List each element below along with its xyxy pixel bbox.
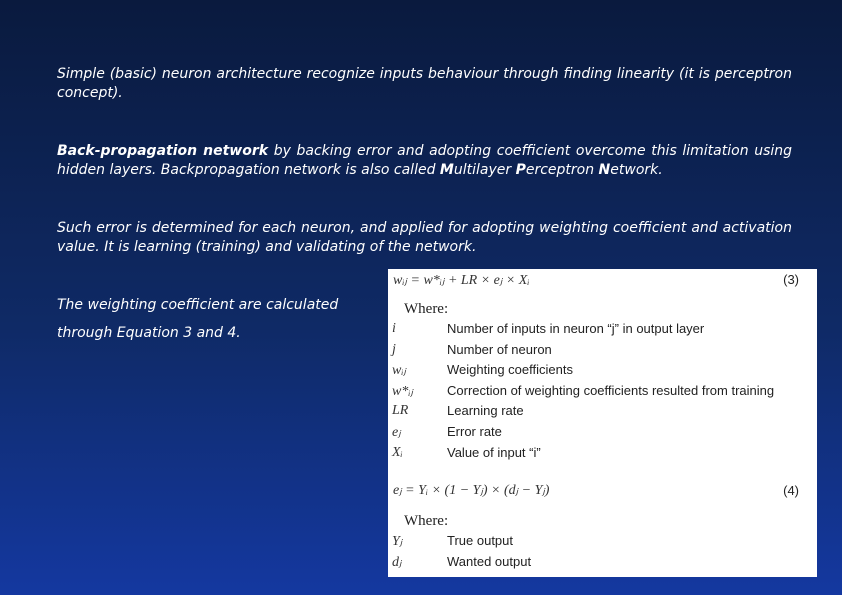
variable-description: Error rate (447, 424, 502, 439)
variable-row (388, 362, 817, 382)
variable-symbol: Xᵢ (392, 444, 403, 460)
variable-description: Wanted output (447, 553, 532, 569)
variable-row (388, 321, 817, 341)
variable-description: Number of neuron (447, 341, 552, 357)
variable-row (388, 424, 817, 444)
variable-description: True output (447, 533, 514, 548)
mlp-etwork: etwork. (610, 162, 663, 178)
variable-description: Number of inputs in neuron “j” in output layer (447, 321, 705, 336)
paragraph-equations-ref: through Equation 3 and 4. (57, 325, 241, 341)
backprop-bold-term: Back-propagation network (57, 143, 269, 159)
where-label-2: Where: (404, 513, 449, 529)
variable-symbol: Yⱼ (392, 534, 403, 549)
mlp-n: N (598, 162, 611, 178)
variable-symbol: w*ᵢⱼ (392, 383, 413, 399)
equation-4: eⱼ = Yᵢ × (1 − Yⱼ) × (dⱼ − Yⱼ) (393, 483, 550, 498)
variable-symbol: LR (392, 403, 409, 419)
paragraph-perceptron: Simple (basic) neuron architecture recognize inputs behaviour through finding linearity (it is perceptron concept). (57, 66, 792, 101)
mlp-ultilayer: ultilayer (453, 162, 516, 178)
backprop-text: by backing error and adopting coefficient overcome this limitation using hidden layers. Backpropagation network is also called (57, 143, 793, 178)
variable-row (388, 554, 817, 574)
variable-symbol: wᵢⱼ (392, 363, 406, 379)
equation-3: wᵢⱼ = w*ᵢⱼ + LR × eⱼ × Xᵢ (393, 273, 530, 288)
variable-row (388, 533, 817, 553)
paragraph-weighting: The weighting coefficient are calculated (57, 297, 339, 313)
variable-description: Learning rate (447, 403, 524, 419)
variable-row (388, 342, 817, 362)
variable-symbol: eⱼ (392, 425, 401, 440)
variable-description: Weighting coefficients (447, 362, 573, 378)
mlp-erceptron: erceptron (525, 162, 599, 178)
where-label-1: Where: (404, 301, 449, 317)
variable-description: Correction of weighting coefficients resulted from training (447, 382, 775, 398)
variable-symbol: i (392, 321, 396, 336)
mlp-p: P (515, 162, 526, 178)
paragraph-backpropagation (57, 142, 792, 180)
paragraph-error: Such error is determined for each neuron, and applied for adopting weighting coefficient and activation value. It is learning (training) and validating of the network. (57, 220, 792, 255)
variable-row (388, 445, 817, 465)
mlp-m: M (439, 162, 454, 178)
variable-symbol: dⱼ (392, 554, 402, 570)
variable-description: Value of input “i” (447, 444, 541, 460)
variable-row (388, 403, 817, 423)
variable-symbol: j (392, 341, 396, 357)
equations-figure (388, 269, 817, 577)
variable-row (388, 383, 817, 403)
equation-3-number: (3) (783, 272, 799, 287)
equation-4-number: (4) (783, 483, 799, 498)
